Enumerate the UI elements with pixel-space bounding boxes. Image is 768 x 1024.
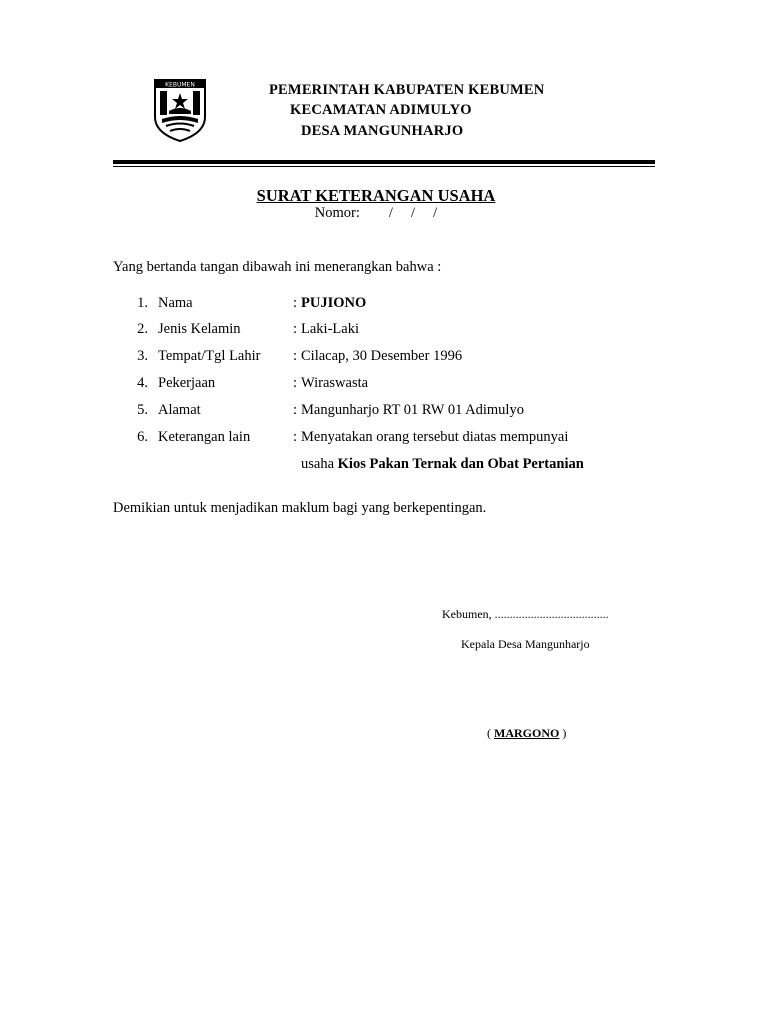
field-label: Nama: [158, 295, 193, 311]
signatory-name: MARGONO: [494, 726, 560, 740]
open-paren: (: [487, 726, 494, 740]
field-value: PUJIONO: [301, 295, 367, 311]
field-value: Wiraswasta: [301, 375, 369, 391]
field-value: Laki-Laki: [301, 321, 359, 337]
field-separator: :: [293, 429, 298, 445]
field-label: Keterangan lain: [158, 429, 251, 445]
header-line-kabupaten: PEMERINTAH KABUPATEN KEBUMEN: [269, 82, 545, 98]
field-number: 5.: [137, 402, 148, 418]
field-label: Tempat/Tgl Lahir: [158, 348, 261, 364]
field-number: 1.: [137, 295, 148, 311]
field-continuation: [301, 456, 584, 473]
emblem-text: KEBUMEN: [165, 81, 195, 89]
field-value: Mangunharjo RT 01 RW 01 Adimulyo: [301, 402, 524, 418]
field-separator: :: [293, 295, 298, 311]
field-separator: :: [293, 321, 298, 337]
field-label: Jenis Kelamin: [158, 321, 241, 337]
continuation-prefix: usaha: [301, 456, 335, 472]
field-label: Pekerjaan: [158, 375, 216, 391]
field-number: 3.: [137, 348, 148, 364]
document-title: SURAT KETERANGAN USAHA: [256, 186, 496, 205]
header-rule-thick: [113, 160, 655, 164]
field-number: 6.: [137, 429, 148, 445]
signatory-position: Kepala Desa Mangunharjo: [461, 637, 590, 651]
field-separator: :: [293, 348, 298, 364]
document-number: Nomor: / / /: [314, 205, 438, 221]
close-paren: ): [559, 726, 567, 740]
kebumen-emblem-logo: [152, 77, 208, 143]
field-separator: :: [293, 375, 298, 391]
field-label: Alamat: [158, 402, 201, 418]
business-name: Kios Pakan Ternak dan Obat Pertanian: [337, 456, 584, 472]
place-date: Kebumen, ......................................: [442, 607, 609, 621]
field-number: 2.: [137, 321, 148, 337]
field-value: Menyatakan orang tersebut diatas mempunyai: [301, 429, 569, 445]
field-value: Cilacap, 30 Desember 1996: [301, 348, 463, 364]
closing-text: Demikian untuk menjadikan maklum bagi yang berkepentingan.: [113, 500, 487, 516]
field-separator: :: [293, 402, 298, 418]
header-rule-thin: [113, 166, 655, 167]
header-line-kecamatan: KECAMATAN ADIMULYO: [290, 102, 472, 118]
intro-text: Yang bertanda tangan dibawah ini menerangkan bahwa :: [113, 259, 442, 275]
field-number: 4.: [137, 375, 148, 391]
header-line-desa: DESA MANGUNHARJO: [301, 123, 464, 139]
signatory-name-line: [487, 726, 566, 741]
